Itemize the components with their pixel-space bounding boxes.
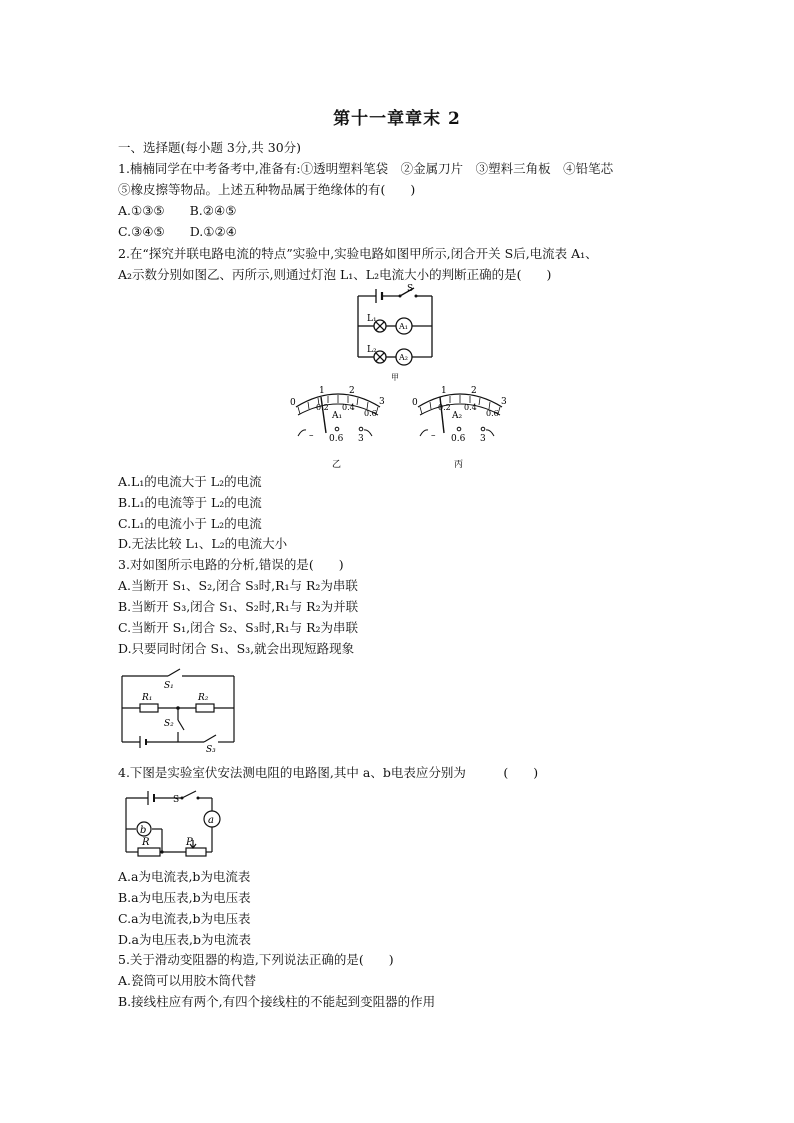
q4-label-s: S (173, 795, 180, 805)
meter-yi-tick-3: 3 (379, 397, 385, 407)
q3-option-b: B.当断开 S₃,闭合 S₁、S₂时,R₁与 R₂为并联 (118, 599, 359, 614)
q4-circuit-figure (118, 788, 226, 862)
q4-option-d: D.a为电压表,b为电流表 (118, 932, 251, 947)
q5-option-b: B.接线柱应有两个,有四个接线柱的不能起到变阻器的作用 (118, 994, 436, 1009)
q4-label-a: a (208, 815, 214, 826)
meter-yi-tick-1: 1 (319, 386, 325, 396)
q4-option-b: B.a为电压表,b为电压表 (118, 890, 251, 905)
label-s1: S₁ (164, 681, 174, 691)
switch-s-blade (182, 791, 196, 798)
switch-s2-blade (178, 720, 184, 730)
label-l1: L₁ (367, 314, 377, 324)
meter-yi-a1: A₁ (332, 411, 343, 421)
meter-yi-tick-2: 2 (349, 386, 355, 396)
q4-option-a: A.a为电流表,b为电流表 (118, 869, 251, 884)
meter-bing-term-3: 3 (480, 434, 486, 444)
rheostat-icon (186, 848, 206, 856)
meter-yi-term-3: 3 (358, 434, 364, 444)
q4-label-p: P (186, 837, 193, 848)
label-bing: 丙 (454, 460, 464, 470)
meter-bing-sub-04: 0.4 (464, 403, 477, 412)
label-s3: S₃ (206, 745, 216, 755)
label-yi: 乙 (332, 460, 342, 470)
q1-options-row1: A.①③⑤ B.②④⑤ (118, 203, 237, 218)
meter-bing-sub-02: 0.2 (438, 403, 451, 412)
page-title: 第十一章章末 2 (333, 109, 461, 129)
label-r2: R₂ (198, 693, 209, 703)
q2-stem-line1: 2.在“探究并联电路电流的特点”实验中,实验电路如图甲所示,闭合开关 S后,电流表 A₁、 (118, 246, 598, 261)
label-s2: S₂ (164, 719, 174, 729)
label-r1: R₁ (142, 693, 153, 703)
q1-options-row2: C.③④⑤ D.①②④ (118, 224, 237, 239)
q3-circuit-figure (118, 668, 240, 754)
meter-yi-sub-02: 0.2 (316, 403, 329, 412)
meter-yi-tick-0: 0 (290, 398, 296, 408)
resistor-r1-icon (140, 704, 158, 712)
label-l2: L₂ (367, 345, 377, 355)
meter-yi-term-minus: – (309, 431, 314, 441)
meter-yi-sub-04: 0.4 (342, 403, 355, 412)
meter-yi-sub-06: 0.6 (364, 409, 377, 418)
q4-option-c: C.a为电流表,b为电压表 (118, 911, 251, 926)
label-a1: A₁ (399, 322, 408, 331)
switch-s1-blade (168, 669, 180, 676)
meter-yi-term-06: 0.6 (329, 434, 344, 444)
meter-bing-sub-06: 0.6 (486, 409, 499, 418)
switch-s3-blade (204, 735, 216, 742)
meter-bing-tick-0: 0 (412, 398, 418, 408)
meter-bing (410, 383, 510, 475)
meter-yi (288, 383, 388, 475)
q4-stem: 4.下图是实验室伏安法测电阻的电路图,其中 a、b电表应分别为 ( ) (118, 765, 539, 780)
meter-bing-a2: A₂ (452, 411, 463, 421)
q2-stem-line2: A₂示数分别如图乙、丙所示,则通过灯泡 L₁、L₂电流大小的判断正确的是( ) (118, 267, 552, 282)
meter-bing-tick-3: 3 (501, 397, 507, 407)
meter-bing-term-06: 0.6 (451, 434, 466, 444)
q2-option-b: B.L₁的电流等于 L₂的电流 (118, 495, 262, 510)
meter-bing-tick-2: 2 (471, 386, 477, 396)
q4-label-r: R (142, 837, 150, 848)
q2-option-a: A.L₁的电流大于 L₂的电流 (118, 474, 262, 489)
resistor-r2-icon (196, 704, 214, 712)
q3-option-d: D.只要同时闭合 S₁、S₃,就会出现短路现象 (118, 641, 355, 656)
q1-stem-line2: ⑤橡皮擦等物品。上述五种物品属于绝缘体的有( ) (118, 182, 416, 197)
q2-option-c: C.L₁的电流小于 L₂的电流 (118, 516, 262, 531)
q5-stem: 5.关于滑动变阻器的构造,下列说法正确的是( ) (118, 952, 394, 967)
label-jia: 甲 (391, 373, 399, 382)
label-s: S (407, 284, 414, 294)
q2-circuit-figure (350, 283, 440, 383)
q1-stem-line1: 1.楠楠同学在中考备考中,准备有:①透明塑料笔袋 ②金属刀片 ③塑料三角板 ④铅笔芯 (118, 161, 614, 176)
q2-option-d: D.无法比较 L₁、L₂的电流大小 (118, 536, 288, 551)
meter-bing-tick-1: 1 (441, 386, 447, 396)
q5-option-a: A.瓷筒可以用胶木筒代替 (118, 973, 257, 988)
q3-option-a: A.当断开 S₁、S₂,闭合 S₃时,R₁与 R₂为串联 (118, 578, 358, 593)
q3-stem: 3.对如图所示电路的分析,错误的是( ) (118, 557, 344, 572)
label-a2: A₂ (399, 353, 408, 362)
q3-option-c: C.当断开 S₁,闭合 S₂、S₃时,R₁与 R₂为串联 (118, 620, 359, 635)
section-heading: 一、选择题(每小题 3分,共 30分) (118, 140, 302, 155)
q4-label-b: b (140, 825, 147, 836)
meter-bing-term-minus: – (431, 431, 436, 441)
resistor-r-icon (138, 848, 160, 856)
